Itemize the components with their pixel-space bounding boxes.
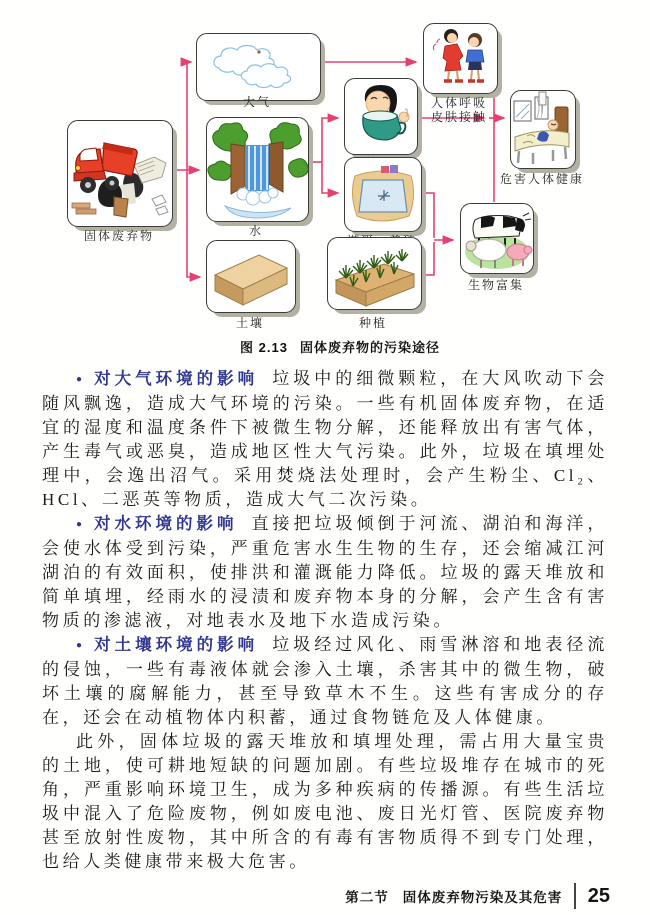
drinking-person-illustration: [345, 79, 417, 154]
section-body-air: 垃圾中的细微颗粒，在大风吹动下会随风飘逸，造成大气环境的污染。一些有机固体废弃物，在适宜的湿度和温度条件下被微生物分解，还能释放出有害气体，产生毒气或恶臭，造成地区性大气污染。此外，垃圾在填埋处理中，会逸出沼气。采用焚烧法处理时，会产生粉尘、Cl₂、HCl、二恶英等物质，造成大气二次污染。: [42, 369, 608, 509]
section-body-soil: 垃圾经过风化、雨雪淋溶和地表径流的侵蚀，一些有毒液体就会渗入土壤，杀害其中的微生物，破坏土壤的腐解能力，甚至导致草木不生。这些有害成分的存在，还会在动植物体内积蓄，通过食物链危及人体健康。: [42, 635, 608, 727]
paragraph-air-impact: [42, 367, 608, 512]
node-drinking: [344, 78, 418, 155]
page-footer: [345, 883, 610, 909]
node-irrigation: [344, 157, 422, 232]
waterfall-illustration: [207, 118, 308, 221]
page-number: 25: [587, 884, 610, 907]
label-soil: 土壤: [235, 316, 265, 330]
footer-section-title: 固体废弃物污染及其危害: [402, 890, 563, 905]
node-bio: [460, 203, 534, 274]
sick-person-illustration: [511, 91, 575, 168]
label-planting: 种植: [358, 316, 388, 330]
label-atmosphere: 大气: [242, 95, 272, 109]
paragraph-closing: 此外，固体垃圾的露天堆放和填埋处理，需占用大量宝贵的土地，使可耕地短缺的问题加剧。有些垃圾堆存在城市的死角，严重影响环境卫生，成为多种疾病的传播源。有些生活垃圾中混入了危险废物，例如废电池、废日光灯管、医院废弃物甚至放射性废物，其中所含的有毒有害物质得不到专门处理，也给人类健康带来极大危害。: [42, 732, 608, 871]
paragraph-water-impact: [42, 512, 608, 633]
page-body-text: [42, 367, 608, 874]
section-body-water: 直接把垃圾倾倒于河流、湖泊和海洋，会使水体受到污染，严重危害水生生物的生存，还会缩减江河湖泊的有效面积，使排洪和灌溉能力降低。垃圾的露天堆放和简单填埋，经雨水的浸渍和废弃物本身的分解，会产生含有害物质的渗滤液，对地表水及地下水造成污染。: [42, 514, 609, 630]
bullet-icon: ●: [76, 640, 87, 651]
garbage-truck-illustration: [68, 121, 172, 226]
node-planting: [327, 237, 422, 310]
paddy-field-illustration: [345, 158, 421, 231]
bullet-icon: ●: [76, 374, 87, 385]
footer-divider: [574, 883, 576, 909]
label-breathing-line2: 皮肤接触: [430, 110, 488, 124]
section-heading-water: 对水环境的影响: [94, 515, 238, 533]
footer-section-number: 第二节: [345, 890, 389, 905]
node-atmosphere: [196, 33, 321, 101]
paragraph-soil-impact: [42, 633, 608, 730]
label-bio: 生物富集: [467, 278, 525, 292]
node-harm: [510, 90, 576, 169]
section-heading-air: 对大气环境的影响: [94, 370, 259, 388]
label-breathing-line1: 人体呼吸: [430, 96, 488, 110]
node-solid-waste: [67, 120, 173, 227]
bullet-icon: ●: [76, 519, 87, 530]
children-illustration: [424, 24, 497, 93]
node-water: [206, 117, 309, 222]
figure-title: 固体废弃物的污染途径: [299, 340, 440, 355]
figure-number: 图 2.13: [240, 340, 288, 355]
livestock-illustration: [461, 204, 533, 273]
figure-caption: [30, 337, 650, 356]
node-soil: [206, 240, 296, 313]
node-breathing: [423, 23, 498, 94]
label-harm: 危害人体健康: [499, 172, 585, 186]
clouds-illustration: [197, 34, 320, 100]
section-heading-soil: 对土壤环境的影响: [94, 636, 259, 654]
label-water: 水: [248, 224, 264, 238]
figure-2-13: [0, 0, 650, 362]
soil-slab-illustration: [207, 241, 295, 312]
label-solid-waste: 固体废弃物: [83, 229, 155, 243]
crops-illustration: [328, 238, 421, 309]
